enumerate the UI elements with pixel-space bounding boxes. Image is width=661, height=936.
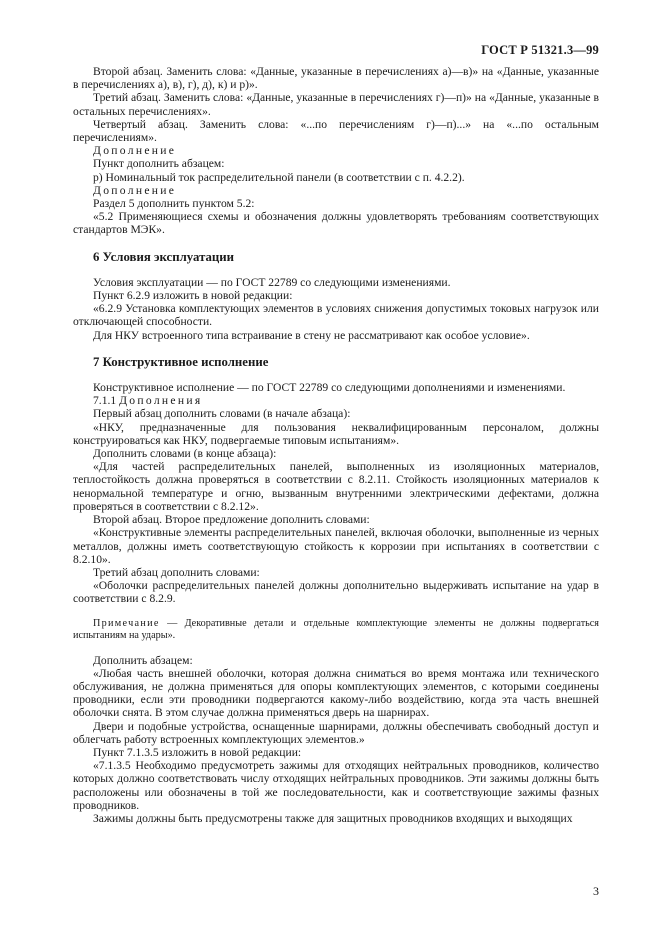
section-7-heading: 7 Конструктивное исполнение <box>93 354 269 369</box>
paragraph: Третий абзац дополнить словами: <box>93 565 260 579</box>
paragraph: Раздел 5 дополнить пунктом 5.2: <box>93 197 255 211</box>
paragraph: Третий абзац. Заменить слова: «Данные, указанные в перечислениях г)—п)» на «Данные, указанные в остальных перечислениях». <box>73 91 599 118</box>
paragraph: «Для частей распределительных панелей, выполненных из изоляционных материалов, теплостойкость должна проверяться в соответствии с 8.2.11. Стойкость изоляционных материалов к ненормальной температуре и огню, вызванным внутренними электрическими дефектами, должна проверяться в соответствии с 8.2.12». <box>73 460 599 513</box>
addition-label: Дополнение <box>93 183 177 197</box>
paragraph: Пункт 7.1.3.5 изложить в новой редакции: <box>93 745 302 759</box>
clause-5-2: «5.2 Применяющиеся схемы и обозначения должны удовлетворять требованиям соответствующих стандартов МЭК». <box>73 210 599 237</box>
paragraph: Второй абзац. Второе предложение дополнить словами: <box>93 513 370 527</box>
paragraph: Пункт 6.2.9 изложить в новой редакции: <box>93 289 293 303</box>
clause-6-2-9: «6.2.9 Установка комплектующих элементов в условиях снижения допустимых токовых нагрузок или отключающей способности. <box>73 302 599 329</box>
paragraph: «НКУ, предназначенные для пользования неквалифицированным персоналом, должны конструироваться как НКУ, подвергаемые типовым испытаниям». <box>73 420 599 447</box>
section-6-heading: 6 Условия эксплуатации <box>93 249 235 264</box>
note <box>73 618 599 642</box>
paragraph: «Оболочки распределительных панелей должны дополнительно выдерживать испытание на удар в соответствии с 8.2.9. <box>73 579 599 606</box>
paragraph: Второй абзац. Заменить слова: «Данные, указанные в перечислениях а)—в)» на «Данные, указанные в перечислениях а), в), г), д), к) и р)». <box>73 65 599 92</box>
paragraph: Первый абзац дополнить словами (в начале абзаца): <box>93 407 351 421</box>
paragraph: Двери и подобные устройства, оснащенные шарнирами, должны обеспечивать свободный доступ и облегчать работу встроенных комплектующих элементов.» <box>73 719 599 746</box>
paragraph: Условия эксплуатации — по ГОСТ 22789 со следующими изменениями. <box>93 275 451 289</box>
clause-addition-label: Дополнения <box>119 394 203 408</box>
paragraph: Дополнить абзацем: <box>93 653 193 667</box>
paragraph: Конструктивное исполнение — по ГОСТ 22789 со следующими дополнениями и изменениями. <box>93 381 566 395</box>
paragraph: Для НКУ встроенного типа встраивание в стену не рассматривают как особое условие». <box>93 328 530 342</box>
paragraph: «Конструктивные элементы распределительных панелей, включая оболочки, выполненные из черных металлов, должны иметь соответствующую стойкость к коррозии при испытаниях в соответствии с 8.2.10». <box>73 526 599 566</box>
document-body <box>73 65 599 825</box>
paragraph: Зажимы должны быть предусмотрены также для защитных проводников входящих и выходящих <box>93 811 573 825</box>
note-text: — Декоративные детали и отдельные комплектующие элементы не должны подвергаться испытаниям на удары». <box>73 617 599 641</box>
page-number: 3 <box>593 884 599 898</box>
clause-7-1-1-label <box>73 394 599 407</box>
clause-7-1-3-5: «7.1.3.5 Необходимо предусмотреть зажимы для отходящих нейтральных проводников, количество которых должно соответствовать числу отходящих нейтральных проводников. Эти зажимы должны быть расположены или обозначены в той же последовательности, как и соответствующие зажимы фазных проводников. <box>73 759 599 812</box>
standard-header: ГОСТ Р 51321.3—99 <box>481 43 599 57</box>
addition-label: Дополнение <box>93 144 177 158</box>
paragraph: Дополнить словами (в конце абзаца): <box>93 447 277 461</box>
list-item-p: р) Номинальный ток распределительной панели (в соответствии с п. 4.2.2). <box>93 170 465 184</box>
paragraph: «Любая часть внешней оболочки, которая должна сниматься во время монтажа или технического обслуживания, не должна применяться для опоры комплектующих элементов, с которыми соединены проводники, если эти проводники подвергаются какому-либо воздействию, когда эта часть внешней оболочки снята. В этом случае должна применяться дверь на шарнирах. <box>73 666 599 720</box>
clause-number: 7.1.1 <box>93 394 117 408</box>
note-label: Примечание <box>93 617 160 629</box>
paragraph: Четвертый абзац. Заменить слова: «...по перечислениям г)—п)...» на «...по остальным перечислениям». <box>73 117 599 145</box>
paragraph: Пункт дополнить абзацем: <box>93 157 225 171</box>
